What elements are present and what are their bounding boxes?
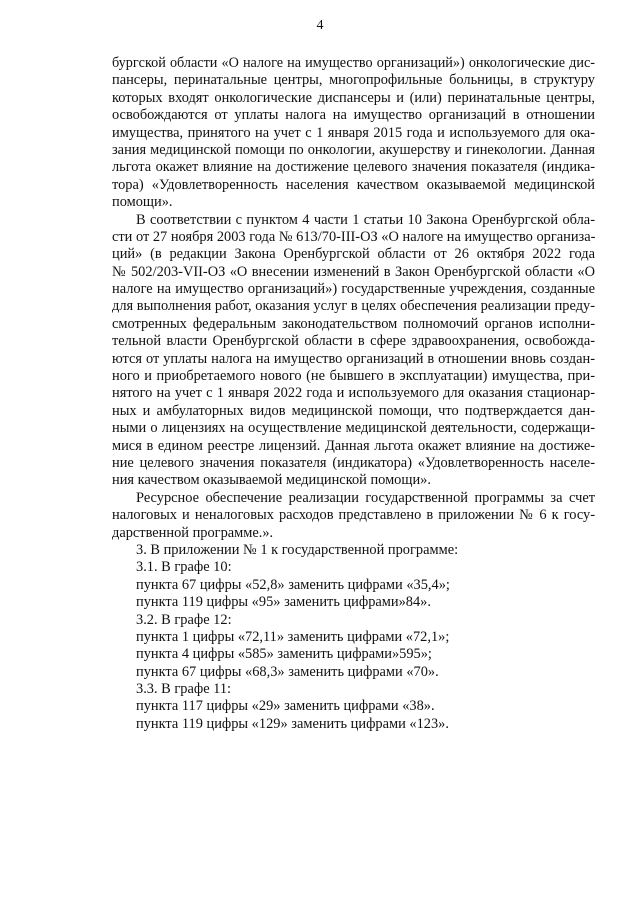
- text-line: тельной власти Оренбургской области в сфере здравоохранения, освобожда-: [112, 333, 595, 350]
- text-line: сти от 27 ноября 2003 года № 613/70-III-ОЗ «О налоге на имущество организа-: [112, 228, 595, 245]
- text-line: помощи».: [112, 194, 173, 211]
- text-line: ных и амбулаторных видов медицинской помощи, что подтверждается дан-: [112, 402, 595, 419]
- text-line: мися в едином реестре лицензий. Данная льгота окажет влияние на достиже-: [112, 437, 595, 454]
- text-line: нятого на учет с 1 января 2022 года и используемого для оказания стационар-: [112, 385, 595, 402]
- text-line: имущества, принятого на учет с 1 января 2015 года и используемого для ока-: [112, 124, 595, 141]
- list-item: 3.3. В графе 11:: [136, 681, 232, 698]
- paragraph-2: [112, 212, 595, 490]
- text-line: смотренных федеральным законодательством полномочий органов исполни-: [112, 315, 595, 332]
- text-line: Ресурсное обеспечение реализации государственной программы за счет: [136, 489, 595, 506]
- list-item: 3. В приложении № 1 к государственной программе:: [136, 541, 459, 558]
- text-line: ными о лицензиях на осуществление медицинской деятельности, содержащи-: [112, 420, 595, 437]
- text-line: В соответствии с пунктом 4 части 1 статьи 10 Закона Оренбургской обла-: [136, 211, 595, 228]
- text-line: ние целевого значения показателя (индикатора) «Удовлетворенность населе-: [112, 454, 595, 471]
- text-line: налоговых и неналоговых расходов представлено в приложении № 6 к госу-: [112, 507, 595, 524]
- text-line: для выполнения работ, оказания услуг в целях обеспечения реализации преду-: [112, 298, 595, 315]
- list-item: пункта 117 цифры «29» заменить цифрами «38».: [136, 698, 435, 715]
- text-line: которых входят онкологические диспансеры и (или) перинатальные центры,: [112, 89, 595, 106]
- document-body: [112, 55, 595, 733]
- text-line: ния качеством оказываемой медицинской помощи».: [112, 472, 431, 489]
- list-item: 3.2. В графе 12:: [136, 611, 232, 628]
- text-line: пансеры, перинатальные центры, многопрофильные больницы, в структуру: [112, 72, 595, 89]
- text-line: налоге на имущество организаций») государственные учреждения, созданные: [112, 281, 595, 298]
- text-line: дарственной программе.».: [112, 524, 274, 541]
- paragraph-1: [112, 55, 595, 212]
- list-item: пункта 67 цифры «52,8» заменить цифрами «35,4»;: [136, 576, 450, 593]
- list-item: пункта 4 цифры «585» заменить цифрами»595»;: [136, 646, 432, 663]
- text-line: бургской области «О налоге на имущество организаций») онкологические дис-: [112, 55, 595, 71]
- list-item: пункта 119 цифры «95» заменить цифрами»84».: [136, 594, 431, 611]
- list-item: 3.1. В графе 10:: [136, 559, 232, 576]
- text-line: зания медицинской помощи по онкологии, акушерству и гинекологии. Данная: [112, 141, 595, 158]
- paragraph-3: [112, 490, 595, 542]
- text-line: освобождаются от уплаты налога на имущество организаций в отношении: [112, 107, 595, 124]
- list-item: пункта 119 цифры «129» заменить цифрами «123».: [136, 715, 449, 732]
- text-line: тора) «Удовлетворенность населения качеством оказываемой медицинской: [112, 176, 595, 193]
- text-line: ются от уплаты налога на имущество организаций в отношении вновь создан-: [112, 350, 595, 367]
- page-number: 4: [316, 18, 324, 33]
- amendment-list: [112, 542, 595, 733]
- list-item: пункта 1 цифры «72,11» заменить цифрами «72,1»;: [136, 628, 450, 645]
- text-line: ций» (в редакции Закона Оренбургской области от 26 октября 2022 года: [112, 246, 595, 263]
- text-line: № 502/203-VII-ОЗ «О внесении изменений в Закон Оренбургской области «О: [112, 263, 595, 280]
- text-line: ного и приобретаемого нового (не бывшего в эксплуатации) имущества, при-: [112, 368, 595, 385]
- text-line: льгота окажет влияние на достижение целевого значения показателя (индика-: [112, 159, 595, 176]
- list-item: пункта 67 цифры «68,3» заменить цифрами «70».: [136, 663, 439, 680]
